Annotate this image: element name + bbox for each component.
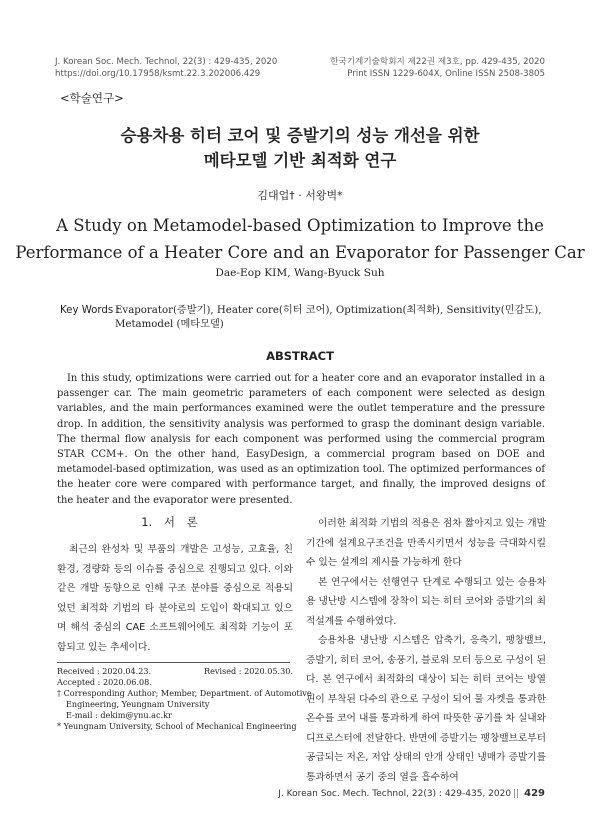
page-footer	[278, 788, 545, 799]
korean-title-line-1: 승용차용 히터 코어 및 증발기의 성능 개선을 위한	[120, 126, 480, 145]
page-number: 429	[524, 788, 545, 799]
abstract-body: In this study, optimizations were carried out for a heater core and an evaporator installed in a passenger car. The main geometric parameters of each component were selected as design variables, and the main performances examined were the outlet temperature and the pressure drop. In addition, the sensitivity analysis was performed to grasp the dominant design variable. The thermal flow analysis for each component was performed using the commercial program STAR CCM+. On the other hand, EasyDesign, a commercial program based on DOE and metamodel-based optimization, was used as an optimization tool. The optimized performances of the heater core were compared with performance target, and finally, the improved designs of the heater and the evaporator were presented.	[57, 373, 545, 506]
corresponding-author: † Corresponding Author; Member, Department. of Automotive	[57, 688, 312, 698]
english-authors: Dae-Eop KIM, Wang-Byuck Suh	[215, 267, 385, 279]
keywords	[60, 304, 545, 332]
english-title	[0, 212, 600, 266]
left-column	[57, 540, 293, 657]
intro-paragraph-4: 승용차용 냉난방 시스템은 압축기, 응축기, 팽창밸브, 증발기, 히터 코어, 송풍기, 블로워 모터 등으로 구성이 된다. 본 연구에서 최적화의 대상이 되는 히터 코어는 방열 핀이 부착된 다수의 관으로 구성이 되어 물 자켓을 통과한 온수를 코어 내를 통과하게 하여 따뜻한 공기를 차 실내와 디프로스터에 전달한다. 반면에 증발기는 팽창밸브로부터 공급되는 저온, 저압 상태의 안개 상태인 냉매가 증발기를 통과하면서 공기 중의 열을 흡수하여	[306, 635, 546, 783]
issn-line: Print ISSN 1229-604X, Online ISSN 2508-3805	[347, 69, 545, 79]
doi-link[interactable]: https://doi.org/10.17958/ksmt.22.3.202006.429	[55, 69, 261, 79]
running-header-right	[330, 56, 545, 80]
journal-citation: J. Korean Soc. Mech. Technol, 22(3) : 429-435, 2020	[55, 57, 278, 67]
intro-paragraph-2: 이러한 최적화 기법의 적용은 점차 짧아지고 있는 개발기간에 설계요구조건을 만족시키면서 성능을 극대화시킬 수 있는 설계의 제시를 가능하게 한다	[306, 518, 546, 568]
section-heading-introduction: 1. 서 론	[141, 515, 198, 529]
corresponding-affiliation: Engineering, Yeungnam University	[66, 699, 210, 709]
footnotes	[57, 666, 312, 732]
article-category: <학술연구>	[60, 91, 124, 105]
intro-paragraph-3: 본 연구에서는 선행연구 단계로 수행되고 있는 승용차용 냉난방 시스템에 장착이 되는 히터 코어와 증발기의 최적설계를 수행하였다.	[306, 576, 546, 627]
abstract-heading: ABSTRACT	[266, 349, 334, 363]
keywords-text: Evaporator(증발기), Heater core(히터 코어), Optimization(최적화), Sensitivity(민감도), Metamodel (메타모델)	[115, 305, 542, 330]
right-column	[306, 514, 546, 787]
revised-date: Revised : 2020.05.30.	[204, 666, 293, 676]
korean-title-line-2: 메타모델 기반 최적화 연구	[203, 151, 397, 170]
accepted-date: Accepted : 2020.06.08.	[57, 677, 152, 687]
intro-paragraph-1: 최근의 완성차 및 부품의 개발은 고성능, 고효율, 친환경, 경량화 등의 이슈를 중심으로 진행되고 있다. 이와 같은 개발 동향으로 인해 구조 분야를 중심으로 적용되었던 최적화 기법의 타 분야로의 도입이 확대되고 있으며 해석 중심의 CAE 소프트웨어에도 최적화 기능이 포함되고 있는 추세이다.	[57, 544, 293, 653]
running-header-left	[55, 56, 277, 80]
author-email[interactable]: E-mail : dekim@ynu.ac.kr	[66, 710, 172, 720]
korean-authors: 김대업† · 서왕벽*	[257, 189, 343, 202]
journal-citation-ko: 한국기계기술학회지 제22권 제3호, pp. 429-435, 2020	[330, 57, 545, 67]
english-title-line-1: A Study on Metamodel-based Optimization to Improve the	[56, 216, 544, 235]
footer-citation: J. Korean Soc. Mech. Technol, 22(3) : 429-435, 2020	[278, 789, 512, 799]
english-title-line-2: Performance of a Heater Core and an Evaporator for Passenger Car	[15, 243, 585, 262]
korean-title	[0, 123, 600, 173]
footnote-divider	[57, 662, 290, 663]
keywords-label: Key Words :	[60, 305, 120, 316]
coauthor-affiliation: * Yeungnam University, School of Mechanical Engineering	[57, 721, 297, 731]
footer-separator: ||	[513, 789, 520, 799]
received-date: Received : 2020.04.23.	[57, 666, 152, 676]
